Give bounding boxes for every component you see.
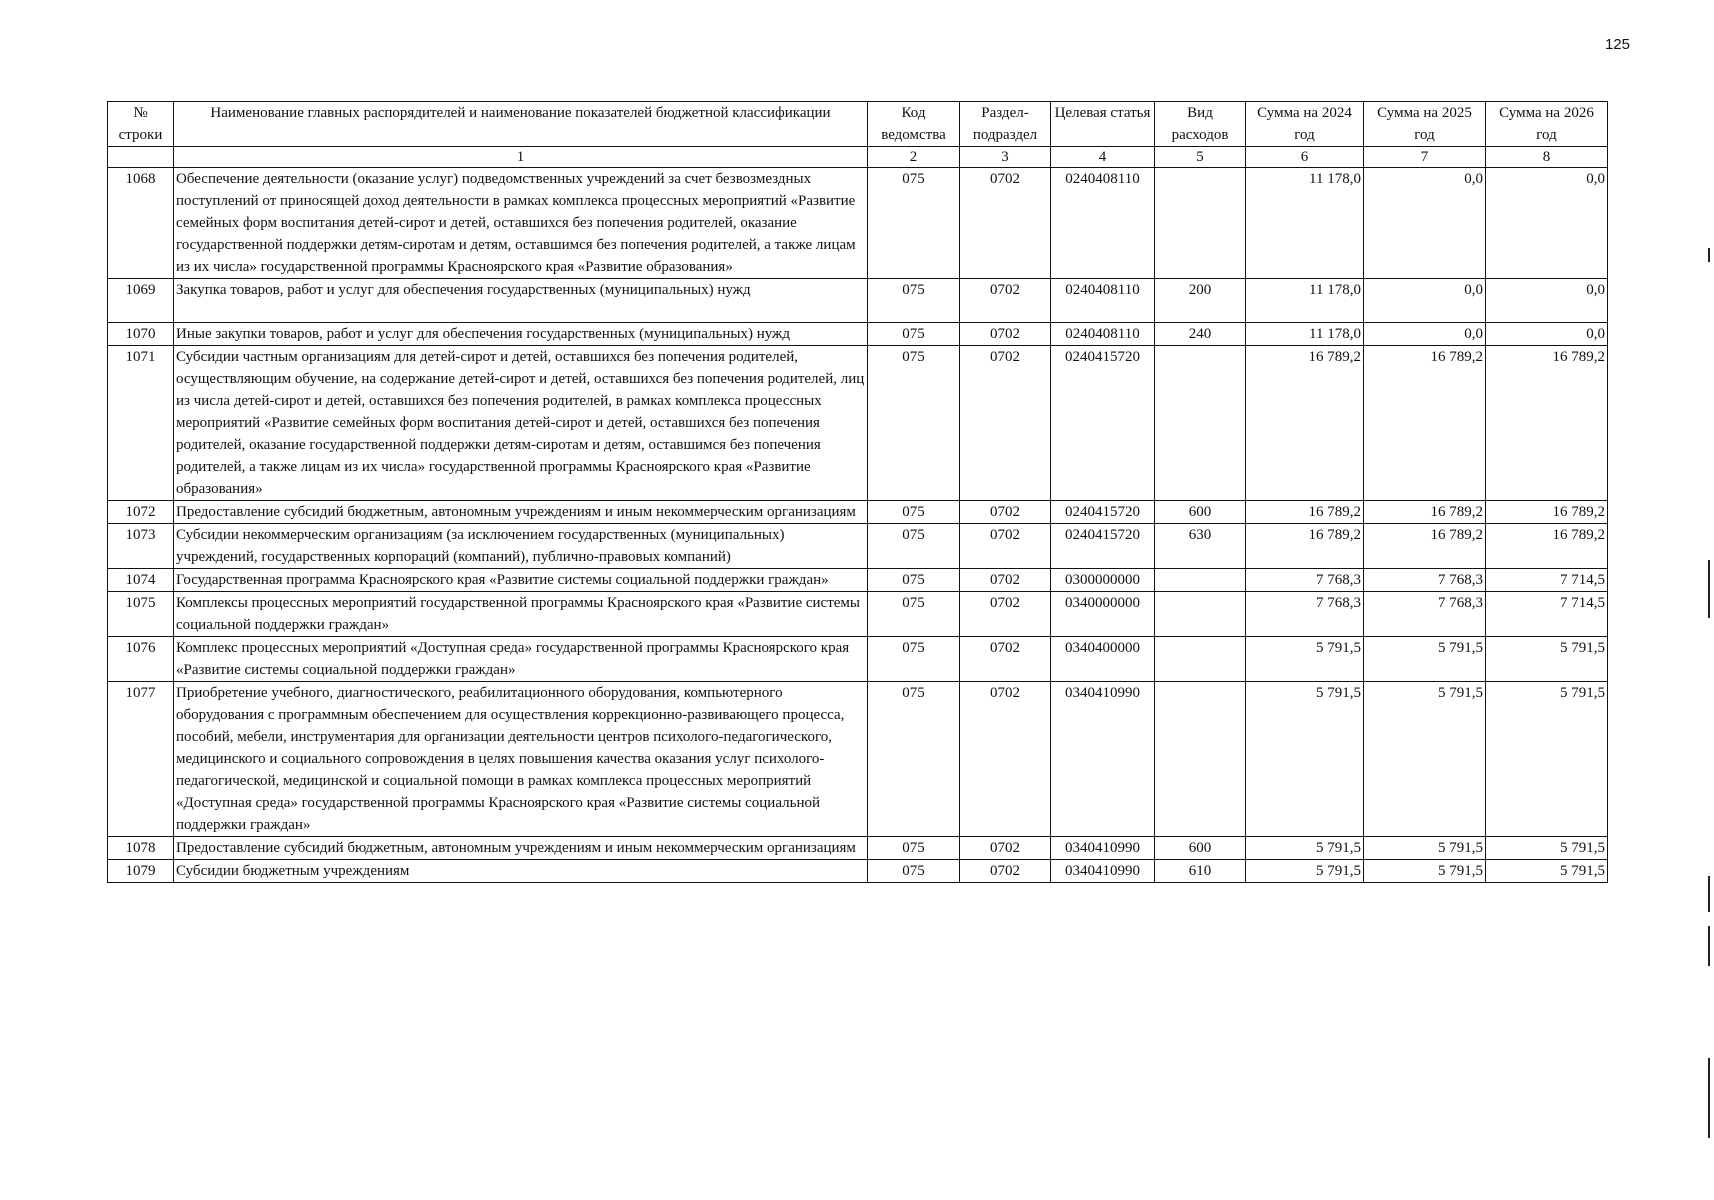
dept-code: 075	[868, 592, 960, 637]
table-row	[108, 592, 1608, 637]
expense-type: 240	[1155, 323, 1246, 346]
scan-edge-mark	[1708, 560, 1710, 618]
dept-code: 075	[868, 323, 960, 346]
scan-edge-mark	[1708, 248, 1710, 262]
sum-2024: 16 789,2	[1246, 524, 1364, 569]
header-dept-code: Код ведомства	[868, 102, 960, 147]
table-row	[108, 346, 1608, 501]
row-number: 1078	[108, 837, 174, 860]
target-item: 0300000000	[1051, 569, 1155, 592]
dept-code: 075	[868, 637, 960, 682]
dept-code: 075	[868, 279, 960, 323]
column-number: 5	[1155, 147, 1246, 168]
expense-type	[1155, 168, 1246, 279]
expense-type: 600	[1155, 501, 1246, 524]
sum-2025: 0,0	[1364, 323, 1486, 346]
sum-2026: 7 714,5	[1486, 592, 1608, 637]
row-name: Закупка товаров, работ и услуг для обеспечения государственных (муниципальных) нужд	[174, 279, 868, 323]
header-target-item: Целевая статья	[1051, 102, 1155, 147]
table-row	[108, 524, 1608, 569]
column-number: 2	[868, 147, 960, 168]
header-row	[108, 102, 1608, 147]
sum-2026: 0,0	[1486, 168, 1608, 279]
dept-code: 075	[868, 682, 960, 837]
sum-2024: 11 178,0	[1246, 168, 1364, 279]
expense-type: 610	[1155, 860, 1246, 883]
row-number: 1072	[108, 501, 174, 524]
expense-type: 630	[1155, 524, 1246, 569]
header-sum-2024: Сумма на 2024 год	[1246, 102, 1364, 147]
sum-2024: 5 791,5	[1246, 860, 1364, 883]
column-number: 8	[1486, 147, 1608, 168]
target-item: 0240408110	[1051, 168, 1155, 279]
row-name: Субсидии некоммерческим организациям (за исключением государственных (муниципальных) учреждений, государственных корпораций (компаний), публично-правовых компаний)	[174, 524, 868, 569]
budget-rows	[108, 168, 1608, 883]
table-row	[108, 168, 1608, 279]
sum-2026: 16 789,2	[1486, 501, 1608, 524]
column-number: 6	[1246, 147, 1364, 168]
dept-code: 075	[868, 168, 960, 279]
sum-2024: 16 789,2	[1246, 501, 1364, 524]
expense-type	[1155, 592, 1246, 637]
sum-2026: 5 791,5	[1486, 637, 1608, 682]
scan-edge-mark	[1708, 926, 1710, 966]
table-row	[108, 682, 1608, 837]
section-code: 0702	[960, 837, 1051, 860]
sum-2026: 5 791,5	[1486, 860, 1608, 883]
table-row	[108, 501, 1608, 524]
dept-code: 075	[868, 860, 960, 883]
row-number: 1073	[108, 524, 174, 569]
sum-2024: 5 791,5	[1246, 637, 1364, 682]
row-number: 1074	[108, 569, 174, 592]
section-code: 0702	[960, 279, 1051, 323]
sum-2026: 16 789,2	[1486, 346, 1608, 501]
scan-edge-mark	[1708, 1058, 1710, 1138]
sum-2025: 0,0	[1364, 279, 1486, 323]
dept-code: 075	[868, 524, 960, 569]
dept-code: 075	[868, 346, 960, 501]
row-number: 1079	[108, 860, 174, 883]
sum-2025: 5 791,5	[1364, 637, 1486, 682]
target-item: 0240415720	[1051, 524, 1155, 569]
header-name: Наименование главных распорядителей и наименование показателей бюджетной классификации	[174, 102, 868, 147]
target-item: 0240408110	[1051, 323, 1155, 346]
column-number: 7	[1364, 147, 1486, 168]
section-code: 0702	[960, 323, 1051, 346]
target-item: 0340410990	[1051, 682, 1155, 837]
sum-2024: 7 768,3	[1246, 592, 1364, 637]
table-row	[108, 860, 1608, 883]
section-code: 0702	[960, 524, 1051, 569]
row-name: Иные закупки товаров, работ и услуг для обеспечения государственных (муниципальных) нужд	[174, 323, 868, 346]
table-row	[108, 279, 1608, 323]
header-sum-2025: Сумма на 2025 год	[1364, 102, 1486, 147]
header-sum-2026: Сумма на 2026 год	[1486, 102, 1608, 147]
section-code: 0702	[960, 346, 1051, 501]
dept-code: 075	[868, 837, 960, 860]
column-number: 1	[174, 147, 868, 168]
sum-2024: 5 791,5	[1246, 682, 1364, 837]
column-number: 3	[960, 147, 1051, 168]
section-code: 0702	[960, 682, 1051, 837]
sum-2026: 7 714,5	[1486, 569, 1608, 592]
table-row	[108, 569, 1608, 592]
row-number: 1077	[108, 682, 174, 837]
sum-2025: 5 791,5	[1364, 837, 1486, 860]
dept-code: 075	[868, 569, 960, 592]
row-name: Предоставление субсидий бюджетным, автономным учреждениям и иным некоммерческим организациям	[174, 501, 868, 524]
row-number: 1069	[108, 279, 174, 323]
target-item: 0240415720	[1051, 346, 1155, 501]
sum-2024: 5 791,5	[1246, 837, 1364, 860]
header-expense-type: Вид расходов	[1155, 102, 1246, 147]
expense-type: 200	[1155, 279, 1246, 323]
section-code: 0702	[960, 168, 1051, 279]
row-name: Предоставление субсидий бюджетным, автономным учреждениям и иным некоммерческим организациям	[174, 837, 868, 860]
section-code: 0702	[960, 592, 1051, 637]
target-item: 0340410990	[1051, 837, 1155, 860]
row-number: 1075	[108, 592, 174, 637]
sum-2025: 5 791,5	[1364, 860, 1486, 883]
row-number: 1070	[108, 323, 174, 346]
target-item: 0340000000	[1051, 592, 1155, 637]
sum-2026: 5 791,5	[1486, 682, 1608, 837]
row-number: 1071	[108, 346, 174, 501]
sum-2026: 5 791,5	[1486, 837, 1608, 860]
sum-2026: 16 789,2	[1486, 524, 1608, 569]
scan-edge-mark	[1708, 876, 1710, 912]
section-code: 0702	[960, 637, 1051, 682]
sum-2024: 16 789,2	[1246, 346, 1364, 501]
sum-2025: 7 768,3	[1364, 592, 1486, 637]
row-name: Субсидии бюджетным учреждениям	[174, 860, 868, 883]
target-item: 0340410990	[1051, 860, 1155, 883]
column-number-row	[108, 147, 1608, 168]
sum-2025: 7 768,3	[1364, 569, 1486, 592]
sum-2025: 5 791,5	[1364, 682, 1486, 837]
expense-type	[1155, 682, 1246, 837]
expense-type: 600	[1155, 837, 1246, 860]
row-name: Государственная программа Красноярского края «Развитие системы социальной поддержки граждан»	[174, 569, 868, 592]
sum-2024: 11 178,0	[1246, 323, 1364, 346]
expense-type	[1155, 346, 1246, 501]
row-name: Обеспечение деятельности (оказание услуг) подведомственных учреждений за счет безвозмездных поступлений от приносящей доход деятельности в рамках комплекса процессных мероприятий «Развитие семейных форм воспитания детей-сирот и детей, оставшихся без попечения родителей, оказание государственной поддержки детям-сиротам и детям, оставшимся без попечения родителей, а также лицам из их числа» государственной программы Красноярского края «Развитие образования»	[174, 168, 868, 279]
header-row-number: № строки	[108, 102, 174, 147]
table-row	[108, 323, 1608, 346]
expense-type	[1155, 637, 1246, 682]
target-item: 0240415720	[1051, 501, 1155, 524]
row-number: 1076	[108, 637, 174, 682]
header-section: Раздел-подраздел	[960, 102, 1051, 147]
section-code: 0702	[960, 569, 1051, 592]
column-number: 4	[1051, 147, 1155, 168]
row-name: Приобретение учебного, диагностического, реабилитационного оборудования, компьютерного оборудования с программным обеспечением для осуществления коррекционно-развивающего процесса, пособий, мебели, инструментария для организации деятельности центров психолого-педагогического, медицинского и социального сопровождения в целях повышения качества оказания услуг психолого-педагогической, медицинской и социальной помощи в рамках комплекса процессных мероприятий «Доступная среда» государственной программы Красноярского края «Развитие системы социальной поддержки граждан»	[174, 682, 868, 837]
section-code: 0702	[960, 501, 1051, 524]
target-item: 0340400000	[1051, 637, 1155, 682]
sum-2024: 7 768,3	[1246, 569, 1364, 592]
page-number: 125	[1604, 36, 1630, 53]
row-name: Комплекс процессных мероприятий «Доступная среда» государственной программы Красноярского края «Развитие системы социальной поддержки граждан»	[174, 637, 868, 682]
sum-2025: 16 789,2	[1364, 501, 1486, 524]
budget-table	[107, 101, 1608, 883]
sum-2025: 16 789,2	[1364, 346, 1486, 501]
table-row	[108, 837, 1608, 860]
section-code: 0702	[960, 860, 1051, 883]
target-item: 0240408110	[1051, 279, 1155, 323]
sum-2025: 0,0	[1364, 168, 1486, 279]
dept-code: 075	[868, 501, 960, 524]
row-number: 1068	[108, 168, 174, 279]
sum-2026: 0,0	[1486, 279, 1608, 323]
sum-2024: 11 178,0	[1246, 279, 1364, 323]
table-row	[108, 637, 1608, 682]
row-name: Комплексы процессных мероприятий государственной программы Красноярского края «Развитие системы социальной поддержки граждан»	[174, 592, 868, 637]
row-name: Субсидии частным организациям для детей-сирот и детей, оставшихся без попечения родителей, осуществляющим обучение, на содержание детей-сирот и детей, оставшихся без попечения родителей, лиц из числа детей-сирот и детей, оставшихся без попечения родителей, в рамках комплекса процессных мероприятий «Развитие семейных форм воспитания детей-сирот и детей, оставшихся без попечения родителей, оказание государственной поддержки детям-сиротам и детям, оставшимся без попечения родителей, а также лицам из их числа» государственной программы Красноярского края «Развитие образования»	[174, 346, 868, 501]
expense-type	[1155, 569, 1246, 592]
column-number	[108, 147, 174, 168]
sum-2025: 16 789,2	[1364, 524, 1486, 569]
sum-2026: 0,0	[1486, 323, 1608, 346]
